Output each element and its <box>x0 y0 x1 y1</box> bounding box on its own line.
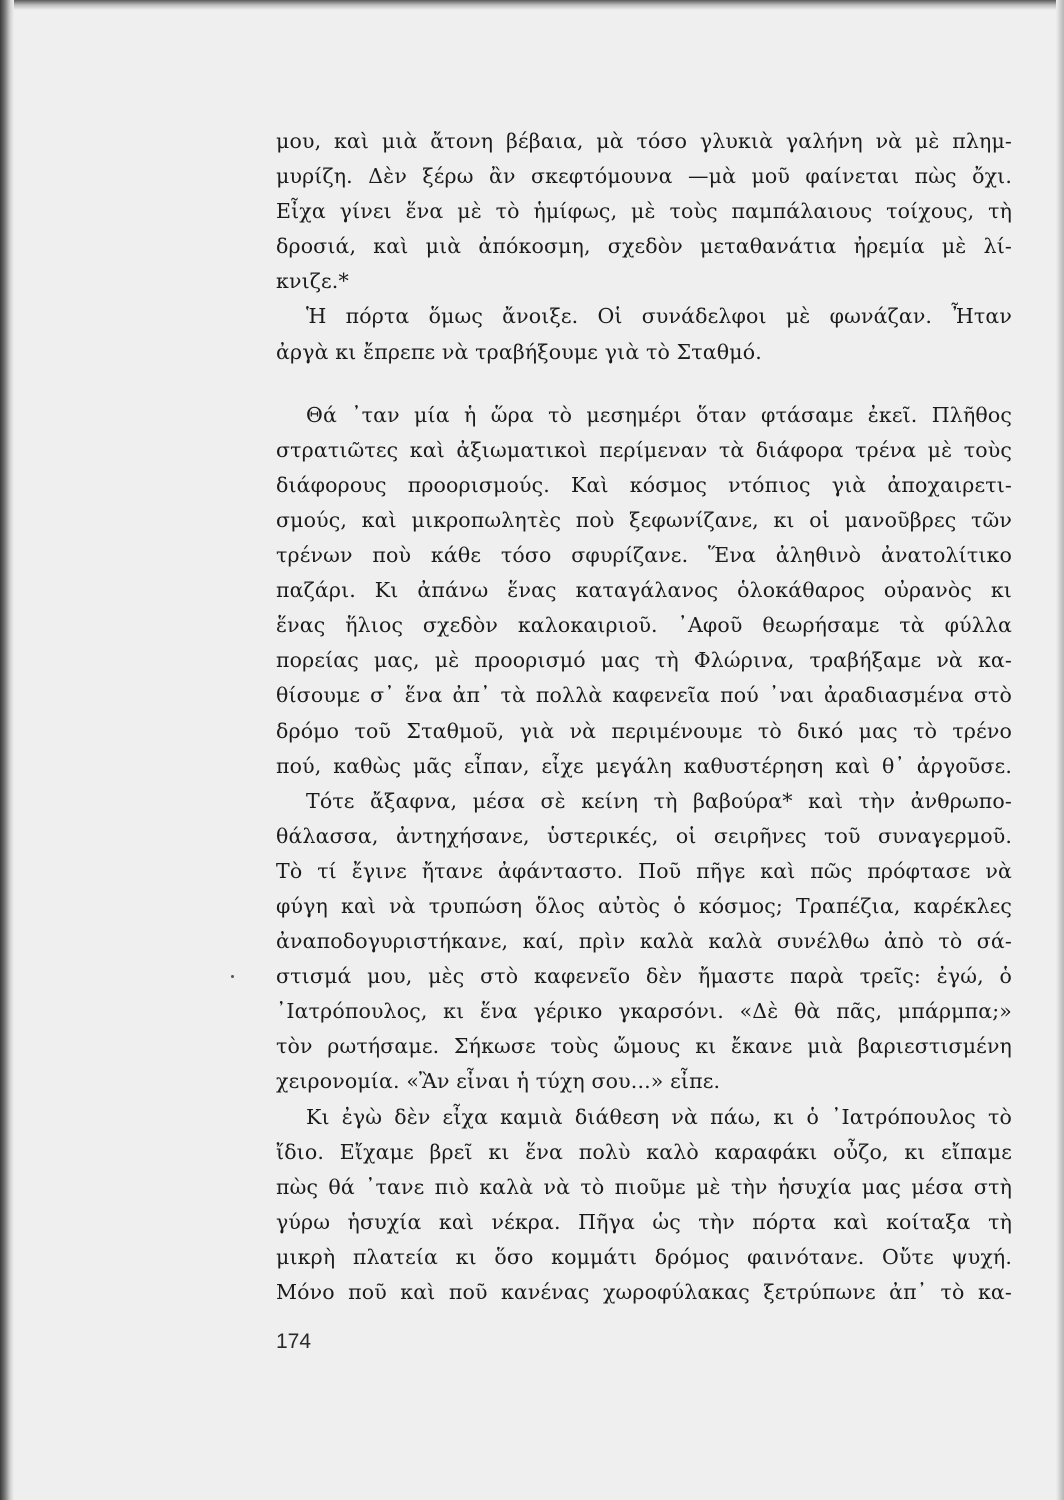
text-line: κνιζε.* <box>276 269 349 294</box>
text-line: γύρω ἡσυχία καὶ νέκρα. Πῆγα ὡς τὴν πόρτα καὶ κοίταξα τὴ <box>276 1209 1012 1234</box>
text-line: ἕνας ἥλιος σχεδὸν καλοκαιριοῦ. ᾽Αφοῦ θεωρήσαμε τὰ φύλλα <box>276 613 1012 638</box>
text-line: στισμά μου, μὲς στὸ καφενεῖο δὲν ἤμαστε παρὰ τρεῖς: ἐγώ, ὁ <box>276 964 1012 989</box>
text-line: Κι ἐγὼ δὲν εἶχα καμιὰ διάθεση νὰ πάω, κι ὁ ᾽Ιατρόπουλος τὸ <box>306 1104 1012 1129</box>
text-line: φύγη καὶ νὰ τρυπώση ὅλος αὐτὸς ὁ κόσμος; Τραπέζια, καρέκλες <box>276 893 1012 918</box>
text-line: θίσουμε σ᾽ ἕνα ἀπ᾽ τὰ πολλὰ καφενεῖα πού ᾽ναι ἀραδιασμένα στὸ <box>276 683 1012 708</box>
text-line: ἀναποδογυριστήκανε, καί, πρὶν καλὰ καλὰ συνέλθω ἀπὸ τὸ σά- <box>276 929 1012 954</box>
text-line: σμούς, καὶ μικροπωλητὲς ποὺ ξεφωνίζανε, κι οἱ μανοῦβρες τῶν <box>276 507 1012 532</box>
text-line: χειρονομία. «Ἂν εἶναι ἡ τύχη σου...» εἶπε. <box>276 1069 721 1094</box>
text-line: τρένων ποὺ κάθε τόσο σφυρίζανε. Ἕνα ἀληθινὸ ἀνατολίτικο <box>276 543 1012 568</box>
scan-edge-left <box>0 0 14 1500</box>
text-line: τὸν ρωτήσαμε. Σήκωσε τοὺς ὤμους κι ἔκανε μιὰ βαριεστισμένη <box>276 1034 1012 1059</box>
text-line: Μόνο ποῦ καὶ ποῦ κανένας χωροφύλακας ξετρύπωνε ἀπ᾽ τὸ κα- <box>276 1280 1012 1304</box>
text-line: δροσιά, καὶ μιὰ ἀπόκοσμη, σχεδὸν μεταθανάτια ἠρεμία μὲ λί- <box>276 234 1012 259</box>
scan-edge-top <box>0 0 1064 10</box>
text-line: Τότε ἄξαφνα, μέσα σὲ κείνη τὴ βαβούρα* καὶ τὴν ἀνθρωπο- <box>306 788 1012 813</box>
text-line: πορείας μας, μὲ προορισμό μας τὴ Φλώρινα, τραβήξαμε νὰ κα- <box>276 648 1012 673</box>
text-line: ἀργὰ κι ἔπρεπε νὰ τραβήξουμε γιὰ τὸ Σταθμό. <box>276 339 762 364</box>
page-number: 174 <box>276 1330 312 1353</box>
text-line: ἴδιο. Εἴχαμε βρεῖ κι ἕνα πολὺ καλὸ καραφάκι οὖζο, κι εἴπαμε <box>276 1139 1012 1164</box>
text-line: ᾽Ιατρόπουλος, κι ἕνα γέρικο γκαρσόνι. «Δὲ θὰ πᾶς, μπάρμπα;» <box>276 999 1012 1024</box>
text-line: μικρὴ πλατεία κι ὅσο κομμάτι δρόμος φαινότανε. Οὔτε ψυχή. <box>276 1244 1012 1269</box>
section-break <box>276 370 1012 398</box>
text-line: διάφορους προορισμούς. Καὶ κόσμος ντόπιος γιὰ ἀποχαιρετι- <box>276 472 1012 497</box>
text-line: Θά ᾽ταν μία ἡ ὥρα τὸ μεσημέρι ὅταν φτάσαμε ἐκεῖ. Πλῆθος <box>306 402 1012 427</box>
page-body-text <box>276 124 1012 1310</box>
text-line: Εἶχα γίνει ἕνα μὲ τὸ ἡμίφως, μὲ τοὺς παμπάλαιους τοίχους, τὴ <box>276 199 1012 224</box>
dust-speck <box>231 975 234 978</box>
text-line: πού, καθὼς μᾶς εἶπαν, εἶχε μεγάλη καθυστέρηση καὶ θ᾽ ἀργοῦσε. <box>276 753 1012 778</box>
text-line: Ἡ πόρτα ὅμως ἄνοιξε. Οἱ συνάδελφοι μὲ φωνάζαν. Ἦταν <box>306 304 1012 329</box>
scan-edge-right <box>1056 0 1064 1500</box>
text-line: μυρίζη. Δὲν ξέρω ἂν σκεφτόμουνα —μὰ μοῦ φαίνεται πὼς ὄχι. <box>276 164 1012 189</box>
text-line: στρατιῶτες καὶ ἀξιωματικοὶ περίμεναν τὰ διάφορα τρένα μὲ τοὺς <box>276 437 1012 462</box>
text-line: μου, καὶ μιὰ ἄτονη βέβαια, μὰ τόσο γλυκιὰ γαλήνη νὰ μὲ πλημ- <box>276 129 1012 153</box>
text-line: δρόμο τοῦ Σταθμοῦ, γιὰ νὰ περιμένουμε τὸ δικό μας τὸ τρένο <box>276 718 1012 743</box>
text-line: παζάρι. Κι ἀπάνω ἕνας καταγάλανος ὁλοκάθαρος οὐρανὸς κι <box>276 578 1012 603</box>
text-line: θάλασσα, ἀντηχήσανε, ὑστερικές, οἱ σειρῆνες τοῦ συναγερμοῦ. <box>276 823 1012 848</box>
text-line: πὼς θά ᾽τανε πιὸ καλὰ νὰ τὸ πιοῦμε μὲ τὴν ἡσυχία μας μέσα στὴ <box>276 1174 1012 1199</box>
text-line: Τὸ τί ἔγινε ἤτανε ἀφάνταστο. Ποῦ πῆγε καὶ πῶς πρόφτασε νὰ <box>276 858 1012 883</box>
